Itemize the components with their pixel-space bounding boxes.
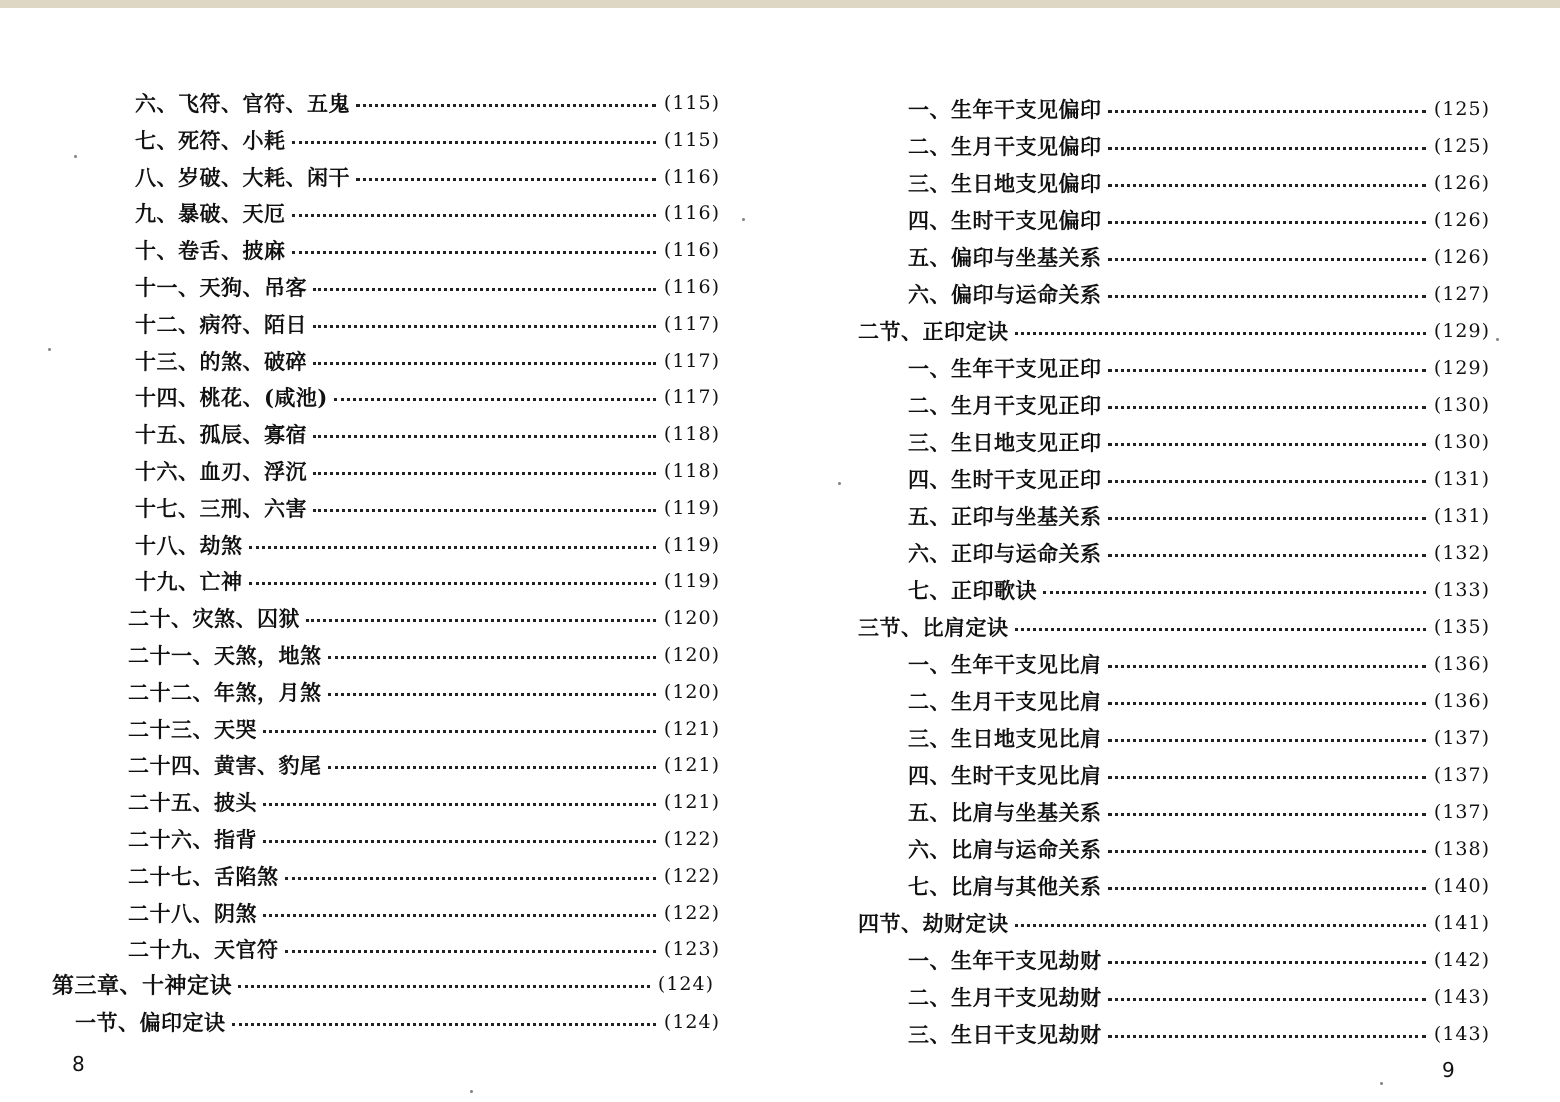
toc-entry-title: 六、飞符、官符、五鬼 <box>135 91 350 116</box>
dot-leader <box>313 362 656 365</box>
toc-entry[interactable] <box>135 528 720 562</box>
toc-entry-page: (120) <box>663 607 720 629</box>
toc-entry-page: (143) <box>1433 1023 1490 1045</box>
toc-entry[interactable] <box>128 822 720 856</box>
toc-entry-page: (125) <box>1433 98 1490 120</box>
toc-entry[interactable] <box>908 203 1490 237</box>
dot-leader <box>263 840 656 843</box>
toc-entry-page: (119) <box>663 497 720 519</box>
toc-entry-page: (129) <box>1433 357 1490 379</box>
toc-entry[interactable] <box>908 647 1490 681</box>
toc-entry-page: (137) <box>1433 764 1490 786</box>
toc-entry-title: 十六、血刃、浮沉 <box>135 459 307 484</box>
dot-leader <box>285 877 656 880</box>
toc-entry-page: (127) <box>1433 283 1490 305</box>
toc-entry-page: (141) <box>1433 912 1490 934</box>
dot-leader <box>328 656 656 659</box>
toc-entry[interactable] <box>128 896 720 930</box>
scan-speck <box>74 155 77 158</box>
toc-entry-title: 二十三、天哭 <box>128 717 257 742</box>
toc-entry-page: (122) <box>663 828 720 850</box>
toc-entry-title: 六、正印与运命关系 <box>908 541 1102 566</box>
toc-entry[interactable] <box>908 573 1490 607</box>
toc-entry-title: 四、生时干支见正印 <box>908 467 1102 492</box>
toc-entry-title: 一、生年干支见正印 <box>908 356 1102 381</box>
dot-leader <box>292 214 656 217</box>
toc-entry-title: 九、暴破、天厄 <box>135 201 286 226</box>
dot-leader <box>1108 887 1426 890</box>
dot-leader <box>1108 184 1426 187</box>
toc-entry-title: 二十六、指背 <box>128 827 257 852</box>
toc-entry-page: (130) <box>1433 431 1490 453</box>
toc-entry-title: 十、卷舌、披麻 <box>135 238 286 263</box>
toc-entry[interactable] <box>128 785 720 819</box>
toc-entry-title: 二十七、舌陷煞 <box>128 864 279 889</box>
toc-entry[interactable] <box>908 462 1490 496</box>
toc-entry[interactable] <box>908 536 1490 570</box>
toc-entry[interactable] <box>908 277 1490 311</box>
dot-leader <box>263 730 656 733</box>
dot-leader <box>249 582 656 585</box>
toc-entry-title: 五、比肩与坐基关系 <box>908 800 1102 825</box>
toc-entry-page: (121) <box>663 791 720 813</box>
dot-leader <box>334 398 656 401</box>
toc-entry[interactable] <box>128 601 720 635</box>
toc-entry-page: (119) <box>663 570 720 592</box>
toc-entry[interactable] <box>135 270 720 304</box>
toc-entry-title: 六、比肩与运命关系 <box>908 837 1102 862</box>
toc-entry-page: (121) <box>663 754 720 776</box>
dot-leader <box>1108 813 1426 816</box>
dot-leader <box>328 766 656 769</box>
dot-leader <box>328 693 656 696</box>
toc-entry-title: 三、生日地支见比肩 <box>908 726 1102 751</box>
toc-entry-title: 七、正印歌诀 <box>908 578 1037 603</box>
toc-entry-title: 八、岁破、大耗、闲干 <box>135 165 350 190</box>
dot-leader <box>292 251 656 254</box>
toc-entry-page: (129) <box>1433 320 1490 342</box>
toc-entry-page: (143) <box>1433 986 1490 1008</box>
dot-leader <box>1108 850 1426 853</box>
toc-entry-title: 十八、劫煞 <box>135 533 243 558</box>
toc-entry-page: (137) <box>1433 727 1490 749</box>
toc-section-entry[interactable] <box>75 1005 720 1039</box>
scan-speck <box>1380 1082 1383 1085</box>
toc-entry-title: 第三章、十神定诀 <box>52 972 233 999</box>
toc-entry[interactable] <box>135 196 720 230</box>
dot-leader <box>1015 924 1426 927</box>
toc-entry[interactable] <box>128 932 720 966</box>
dot-leader <box>1108 221 1426 224</box>
toc-entry-title: 二节、正印定诀 <box>858 319 1009 344</box>
toc-entry[interactable] <box>135 564 720 598</box>
toc-entry[interactable] <box>135 307 720 341</box>
dot-leader <box>313 472 656 475</box>
toc-entry[interactable] <box>135 86 720 120</box>
toc-entry[interactable] <box>128 859 720 893</box>
dot-leader <box>1108 739 1426 742</box>
toc-entry-title: 十二、病符、陌日 <box>135 312 307 337</box>
toc-entry-page: (116) <box>663 166 720 188</box>
toc-entry-title: 二、生月干支见比肩 <box>908 689 1102 714</box>
page-number-left: 8 <box>72 1052 85 1076</box>
toc-entry[interactable] <box>135 380 720 414</box>
toc-entry-page: (115) <box>663 92 720 114</box>
toc-entry-title: 四节、劫财定诀 <box>858 911 1009 936</box>
dot-leader <box>1108 110 1426 113</box>
toc-entry[interactable] <box>128 712 720 746</box>
toc-entry-title: 三、生日地支见偏印 <box>908 171 1102 196</box>
toc-entry-page: (118) <box>663 423 720 445</box>
toc-entry-page: (133) <box>1433 579 1490 601</box>
dot-leader <box>306 619 656 622</box>
toc-entry-title: 二、生月干支见劫财 <box>908 985 1102 1010</box>
toc-entry-title: 二十八、阴煞 <box>128 901 257 926</box>
toc-entry-page: (117) <box>663 313 720 335</box>
dot-leader <box>1108 517 1426 520</box>
dot-leader <box>1108 369 1426 372</box>
toc-entry-title: 三节、比肩定诀 <box>858 615 1009 640</box>
toc-entry-page: (122) <box>663 902 720 924</box>
toc-chapter-entry[interactable] <box>52 967 714 1001</box>
toc-entry[interactable] <box>908 758 1490 792</box>
toc-entry[interactable] <box>128 675 720 709</box>
page-number-right: 9 <box>1442 1058 1455 1082</box>
toc-entry[interactable] <box>858 314 1490 348</box>
toc-entry-page: (122) <box>663 865 720 887</box>
toc-entry-page: (126) <box>1433 172 1490 194</box>
toc-entry-page: (120) <box>663 644 720 666</box>
dot-leader <box>1015 628 1426 631</box>
dot-leader <box>1108 998 1426 1001</box>
dot-leader <box>313 509 656 512</box>
toc-entry-title: 十九、亡神 <box>135 569 243 594</box>
scan-speck <box>48 348 51 351</box>
dot-leader <box>1108 258 1426 261</box>
scan-speck <box>470 1090 473 1093</box>
toc-entry[interactable] <box>135 123 720 157</box>
toc-entry-page: (117) <box>663 350 720 372</box>
toc-entry-page: (123) <box>663 938 720 960</box>
toc-entry-title: 七、死符、小耗 <box>135 128 286 153</box>
toc-entry-page: (137) <box>1433 801 1490 823</box>
right-page <box>780 0 1560 1102</box>
toc-entry-page: (136) <box>1433 653 1490 675</box>
toc-entry-page: (124) <box>657 973 714 995</box>
toc-entry-title: 一、生年干支见劫财 <box>908 948 1102 973</box>
toc-entry[interactable] <box>135 160 720 194</box>
dot-leader <box>1108 406 1426 409</box>
toc-entry-title: 二十五、披头 <box>128 790 257 815</box>
toc-entry-page: (125) <box>1433 135 1490 157</box>
toc-entry-title: 六、偏印与运命关系 <box>908 282 1102 307</box>
toc-entry[interactable] <box>908 943 1490 977</box>
dot-leader <box>356 104 656 107</box>
toc-entry-page: (118) <box>663 460 720 482</box>
toc-entry-title: 十三、的煞、破碎 <box>135 349 307 374</box>
toc-entry[interactable] <box>908 166 1490 200</box>
toc-entry-page: (132) <box>1433 542 1490 564</box>
toc-entry-title: 二十二、年煞，月煞 <box>128 680 322 705</box>
toc-entry-title: 十七、三刑、六害 <box>135 496 307 521</box>
toc-entry-title: 七、比肩与其他关系 <box>908 874 1102 899</box>
dot-leader <box>232 1023 656 1026</box>
toc-entry-title: 一、生年干支见偏印 <box>908 97 1102 122</box>
toc-entry-page: (136) <box>1433 690 1490 712</box>
toc-entry[interactable] <box>908 832 1490 866</box>
toc-entry-page: (131) <box>1433 468 1490 490</box>
dot-leader <box>1108 702 1426 705</box>
dot-leader <box>1108 776 1426 779</box>
dot-leader <box>356 178 656 181</box>
toc-entry[interactable] <box>908 1017 1490 1051</box>
toc-entry-page: (142) <box>1433 949 1490 971</box>
toc-entry-page: (138) <box>1433 838 1490 860</box>
toc-entry[interactable] <box>908 425 1490 459</box>
scan-speck <box>1496 338 1499 341</box>
toc-entry-page: (131) <box>1433 505 1490 527</box>
toc-entry-title: 二、生月干支见偏印 <box>908 134 1102 159</box>
toc-entry-title: 五、偏印与坐基关系 <box>908 245 1102 270</box>
toc-entry-title: 二、生月干支见正印 <box>908 393 1102 418</box>
toc-entry-page: (116) <box>663 239 720 261</box>
toc-entry-title: 二十、灾煞、囚狱 <box>128 606 300 631</box>
toc-entry-page: (117) <box>663 386 720 408</box>
dot-leader <box>313 288 656 291</box>
toc-entry-title: 一、生年干支见比肩 <box>908 652 1102 677</box>
dot-leader <box>1043 591 1426 594</box>
dot-leader <box>313 435 656 438</box>
dot-leader <box>1108 1035 1426 1038</box>
dot-leader <box>1108 443 1426 446</box>
toc-entry-page: (116) <box>663 276 720 298</box>
toc-entry-page: (121) <box>663 718 720 740</box>
dot-leader <box>1108 147 1426 150</box>
toc-entry-title: 三、生日地支见正印 <box>908 430 1102 455</box>
dot-leader <box>249 546 656 549</box>
toc-entry[interactable] <box>135 491 720 525</box>
toc-entry[interactable] <box>908 795 1490 829</box>
dot-leader <box>263 803 656 806</box>
toc-entry[interactable] <box>135 344 720 378</box>
toc-entry[interactable] <box>858 610 1490 644</box>
toc-entry[interactable] <box>135 233 720 267</box>
dot-leader <box>292 141 656 144</box>
toc-entry[interactable] <box>908 92 1490 126</box>
toc-entry[interactable] <box>908 980 1490 1014</box>
toc-entry-page: (126) <box>1433 246 1490 268</box>
toc-entry-title: 四、生时干支见偏印 <box>908 208 1102 233</box>
scan-speck <box>742 218 745 221</box>
toc-entry[interactable] <box>135 454 720 488</box>
scan-speck <box>838 482 841 485</box>
toc-entry[interactable] <box>908 351 1490 385</box>
toc-entry[interactable] <box>908 721 1490 755</box>
toc-entry-page: (116) <box>663 202 720 224</box>
dot-leader <box>1108 480 1426 483</box>
dot-leader <box>263 914 656 917</box>
toc-entry[interactable] <box>908 499 1490 533</box>
toc-entry[interactable] <box>908 684 1490 718</box>
toc-entry-title: 二十四、黄害、豹尾 <box>128 753 322 778</box>
toc-entry-title: 十五、孤辰、寡宿 <box>135 422 307 447</box>
toc-entry-page: (120) <box>663 681 720 703</box>
toc-entry-page: (130) <box>1433 394 1490 416</box>
dot-leader <box>238 985 650 988</box>
toc-entry-title: 三、生日干支见劫财 <box>908 1022 1102 1047</box>
toc-entry-title: 五、正印与坐基关系 <box>908 504 1102 529</box>
toc-entry-page: (126) <box>1433 209 1490 231</box>
toc-entry-page: (140) <box>1433 875 1490 897</box>
dot-leader <box>1015 332 1426 335</box>
toc-entry-page: (119) <box>663 534 720 556</box>
dot-leader <box>285 950 656 953</box>
toc-entry[interactable] <box>908 869 1490 903</box>
toc-entry[interactable] <box>135 417 720 451</box>
toc-entry-title: 二十九、天官符 <box>128 937 279 962</box>
dot-leader <box>1108 665 1426 668</box>
dot-leader <box>313 325 656 328</box>
toc-entry[interactable] <box>908 129 1490 163</box>
toc-entry-title: 十四、桃花、(咸池) <box>135 385 328 410</box>
toc-entry-title: 一节、偏印定诀 <box>75 1010 226 1035</box>
dot-leader <box>1108 554 1426 557</box>
dot-leader <box>1108 961 1426 964</box>
toc-entry-title: 二十一、天煞，地煞 <box>128 643 322 668</box>
toc-entry-title: 四、生时干支见比肩 <box>908 763 1102 788</box>
toc-entry-page: (115) <box>663 129 720 151</box>
toc-entry-title: 十一、天狗、吊客 <box>135 275 307 300</box>
toc-entry[interactable] <box>908 240 1490 274</box>
toc-entry[interactable] <box>858 906 1490 940</box>
toc-entry[interactable] <box>128 638 720 672</box>
toc-entry-page: (124) <box>663 1011 720 1033</box>
toc-entry[interactable] <box>908 388 1490 422</box>
toc-entry-page: (135) <box>1433 616 1490 638</box>
dot-leader <box>1108 295 1426 298</box>
toc-entry[interactable] <box>128 748 720 782</box>
